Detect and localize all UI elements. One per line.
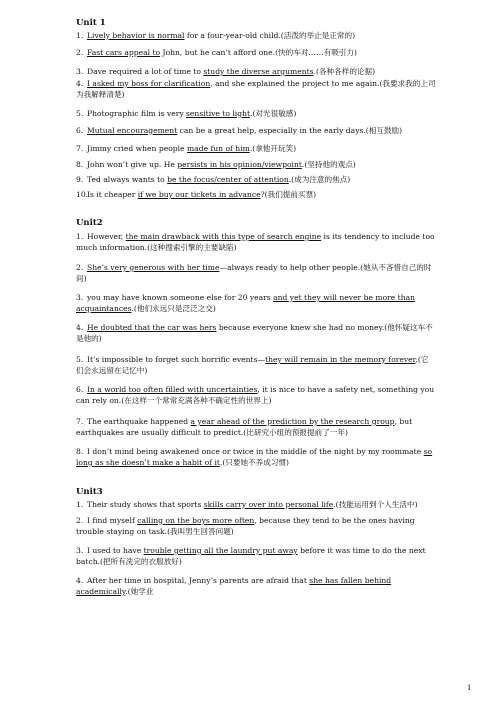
unit-2-item-1: 1. However, the main drawback with this type of search engine is its tendency to include too much information.(这种搜索引擎的主要缺陷) xyxy=(76,232,435,252)
unit-1-title: Unit 1 xyxy=(76,18,106,28)
unit-1-item-8: 8. John won’t give up. He persists in his opinion/viewpoint.(坚持他的观点) xyxy=(76,160,356,169)
page-number: 1 xyxy=(467,684,472,692)
unit-3-item-1: 1. Their study shows that sports skills carry over into personal life.(技能运用到个人生活中) xyxy=(76,500,418,509)
unit-3-title: Unit3 xyxy=(76,487,103,497)
unit-2-item-4: 4. He doubted that the car was hers because everyone knew she had no money.(他怀疑这车不是他的) xyxy=(76,323,433,343)
unit-3-item-4: 4. After her time in hospital, Jenny’s parents are afraid that she has fallen behind academically.(她学业 xyxy=(76,576,392,596)
unit-1-item-9: 9. Ted always wants to be the focus/center of attention.(成为注意的焦点) xyxy=(76,175,351,184)
unit-1-item-1: 1. Lively behavior is normal for a four-year-old child.(活泼的举止是正常的) xyxy=(76,31,356,40)
unit-2-item-8: 8. I don’t mind being awakened once or twice in the middle of the night by my roommate so long as she doesn’t make a habit of it.(只要她不养成习惯) xyxy=(76,447,433,467)
unit-2-item-2: 2. She’s very generous with her time—always ready to help other people.(她从不吝惜自己的时间) xyxy=(76,263,432,283)
unit-1-item-5: 5. Photographic film is very sensitive to light.(对光很敏感) xyxy=(76,109,297,118)
unit-1-item-6: 6. Mutual encouragement can be a great help, especially in the early days.(相互鼓励) xyxy=(76,126,403,135)
unit-1-item-3: 3. Dave required a lot of time to study the diverse arguments.(各种各样的论据) xyxy=(76,67,376,76)
unit-3-item-2: 2. I find myself calling on the boys more often, because they tend to be the ones having trouble staying on task.(我叫男生回答问题) xyxy=(76,516,415,536)
unit-2-item-5: 5. It’s impossible to forget such horrific events—they will remain in the memory forever.(它们会永远留在记忆中) xyxy=(76,355,429,375)
unit-2-item-6: 6. In a world too often filled with uncertainties, it is nice to have a safety net, something you can rely on.(在这样一个常常充满各种不确定性的世界上) xyxy=(76,385,435,405)
unit-1-item-2: 2. Fast cars appeal to John, but he can’t afford one.(快的车对……有吸引力) xyxy=(76,48,357,57)
unit-2-item-7: 7. The earthquake happened a year ahead of the prediction by the research group, but earthquakes are usually difficult to predict.(比研究小组的预报提前了一年) xyxy=(76,417,413,437)
unit-1-item-7: 7. Jimmy cried when people made fun of him.(拿他开玩笑) xyxy=(76,144,297,153)
unit-1-item-4: 4. I asked my boss for clarification, and she explained the project to me again.(我要求我的上司为我解释清楚) xyxy=(76,79,436,99)
unit-3-item-3: 3. I used to have trouble getting all the laundry put away before it was time to do the next batch.(把所有洗完的衣服放好) xyxy=(76,546,426,566)
unit-1-item-10: 10.Is it cheaper if we buy our tickets in advance?(我们提前买票) xyxy=(76,190,317,199)
unit-2-title: Unit2 xyxy=(76,218,103,228)
unit-2-item-3: 3. you may have known someone else for 20 years and yet they will never be more than acquaintances.(他们永远只是泛泛之交) xyxy=(76,293,416,313)
